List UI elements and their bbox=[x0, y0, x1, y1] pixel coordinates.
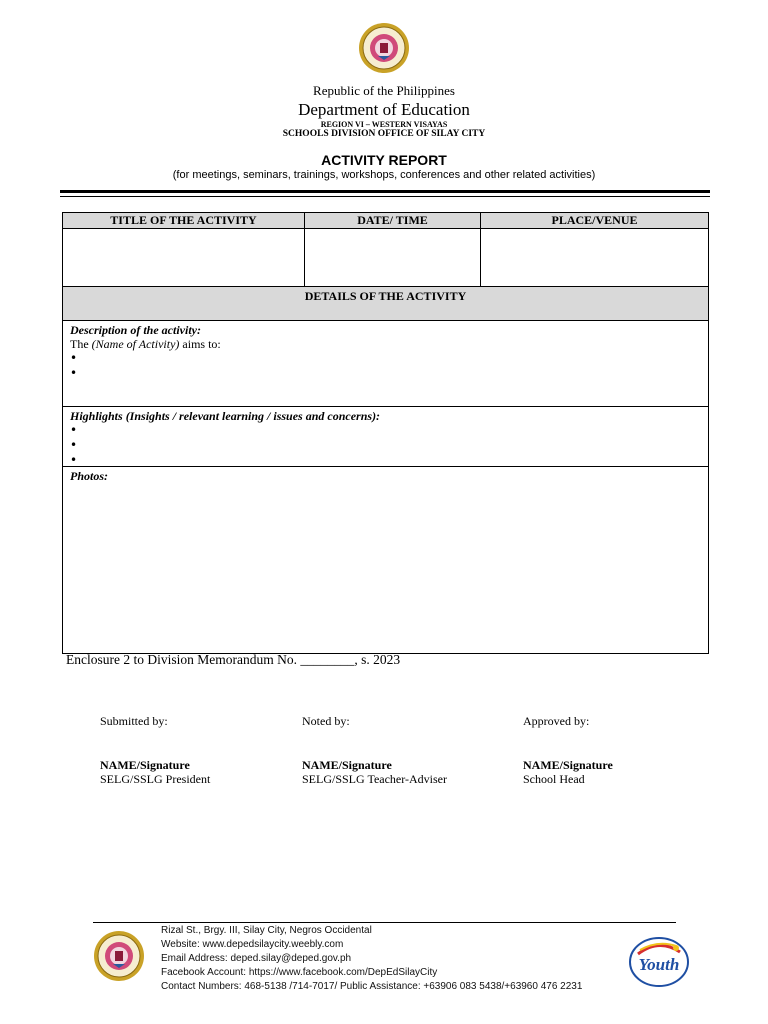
header-rule-thick bbox=[60, 190, 710, 193]
footer-address: Rizal St., Brgy. III, Silay City, Negros Occidental bbox=[161, 925, 372, 936]
document-header bbox=[0, 84, 768, 182]
footer-contacts: Contact Numbers: 468-5138 /714-7017/ Public Assistance: +63906 083 5438/+63960 476 2231 bbox=[161, 981, 583, 992]
description-bullets bbox=[70, 351, 701, 381]
highlights-bullets bbox=[70, 423, 701, 463]
column-header-title: TITLE OF THE ACTIVITY bbox=[63, 213, 305, 229]
bullet-item bbox=[70, 366, 701, 381]
enclosure-note: Enclosure 2 to Division Memorandum No. ________, s. 2023 bbox=[66, 652, 401, 667]
signatory-submitted bbox=[100, 714, 210, 786]
signatory-label: Noted by: bbox=[302, 714, 350, 728]
signatory-name: NAME/Signature bbox=[302, 758, 392, 772]
description-line bbox=[70, 337, 701, 351]
division-line: SCHOOLS DIVISION OFFICE OF SILAY CITY bbox=[282, 129, 486, 139]
photos-label: Photos: bbox=[70, 469, 109, 483]
photos-section[interactable] bbox=[63, 467, 709, 654]
report-title: ACTIVITY REPORT bbox=[321, 152, 447, 168]
details-heading: DETAILS OF THE ACTIVITY bbox=[63, 287, 709, 321]
activity-name-placeholder: (Name of Activity) bbox=[91, 337, 180, 351]
description-prefix: The bbox=[70, 337, 92, 351]
youth-logo-icon bbox=[628, 934, 690, 988]
deped-seal-icon bbox=[358, 22, 410, 74]
footer-contact-info bbox=[161, 924, 582, 994]
signatory-label: Submitted by: bbox=[100, 714, 168, 728]
signatory-label: Approved by: bbox=[523, 714, 590, 728]
footer-email[interactable]: Email Address: deped.silay@deped.gov.ph bbox=[161, 953, 352, 964]
svg-text:Youth: Youth bbox=[638, 955, 680, 974]
bullet-item bbox=[70, 438, 701, 453]
footer-website[interactable]: Website: www.depedsilaycity.weebly.com bbox=[161, 939, 344, 950]
signatory-name: NAME/Signature bbox=[100, 758, 190, 772]
bullet-item bbox=[70, 453, 701, 463]
activity-report-table bbox=[62, 212, 709, 654]
signatory-noted bbox=[302, 714, 447, 786]
title-field[interactable] bbox=[63, 229, 305, 287]
republic-line: Republic of the Philippines bbox=[313, 83, 455, 98]
signatory-role: SELG/SSLG President bbox=[100, 772, 211, 786]
description-suffix: aims to: bbox=[179, 337, 221, 351]
column-header-place-venue: PLACE/VENUE bbox=[481, 213, 709, 229]
bullet-item bbox=[70, 423, 701, 438]
signatory-name: NAME/Signature bbox=[523, 758, 613, 772]
bullet-item bbox=[70, 351, 701, 366]
highlights-label: Highlights (Insights / relevant learning / issues and concerns): bbox=[70, 409, 381, 423]
footer-facebook[interactable]: Facebook Account: https://www.facebook.com/DepEdSilayCity bbox=[161, 967, 438, 978]
deped-seal-icon bbox=[93, 930, 145, 982]
signatory-role: SELG/SSLG Teacher-Adviser bbox=[302, 772, 448, 786]
signatory-approved bbox=[523, 714, 613, 786]
footer-rule bbox=[93, 922, 676, 923]
place-venue-field[interactable] bbox=[481, 229, 709, 287]
region-line: REGION VI – WESTERN VISAYAS bbox=[320, 120, 448, 129]
header-rule-thin bbox=[60, 196, 710, 197]
description-label: Description of the activity: bbox=[70, 323, 201, 337]
date-time-field[interactable] bbox=[305, 229, 481, 287]
signatory-role: School Head bbox=[523, 772, 585, 786]
department-line: Department of Education bbox=[298, 100, 470, 119]
column-header-date-time: DATE/ TIME bbox=[305, 213, 481, 229]
report-subtitle: (for meetings, seminars, trainings, workshops, conferences and other related activities) bbox=[172, 169, 596, 181]
description-section[interactable] bbox=[63, 321, 709, 407]
highlights-section[interactable] bbox=[63, 407, 709, 467]
